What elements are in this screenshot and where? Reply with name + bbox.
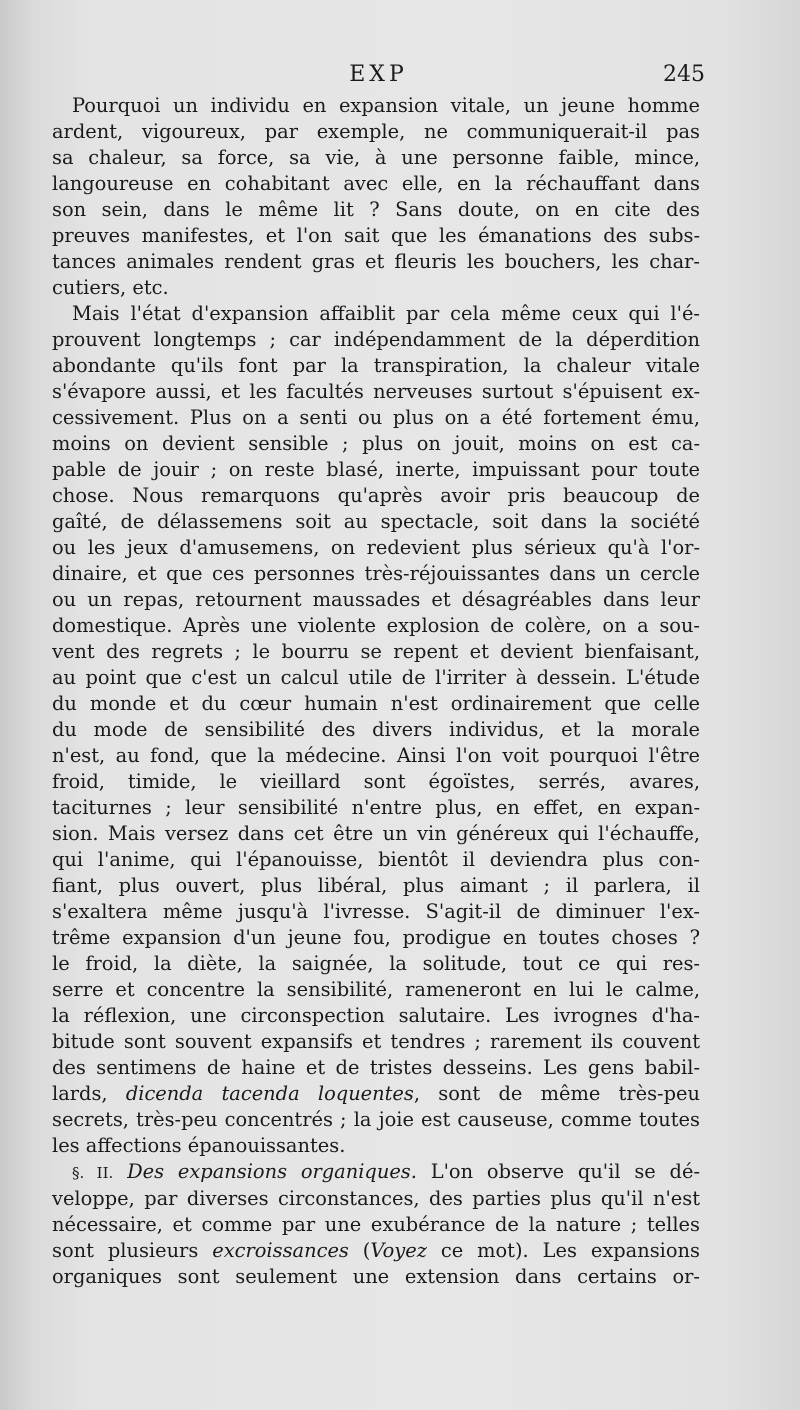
text-line: cessivement. Plus on a senti ou plus on a été fortement ému, xyxy=(52,406,700,429)
body-text xyxy=(52,93,700,1290)
text-fragment: , sont de même très-peu xyxy=(413,1082,700,1105)
text-line: secrets, très-peu concentrés ; la joie est causeuse, comme toutes xyxy=(52,1108,700,1131)
text-line: tances animales rendent gras et fleuris les bouchers, les char- xyxy=(52,250,700,273)
section-title: Des expansions organiques. xyxy=(127,1160,417,1183)
text-line: chose. Nous remarquons qu'après avoir pris beaucoup de xyxy=(52,484,700,507)
text-line: langoureuse en cohabitant avec elle, en la réchauffant dans xyxy=(52,172,700,195)
text-line: abondante qu'ils font par la transpiration, la chaleur vitale xyxy=(52,354,700,377)
section-number: §. II. xyxy=(72,1164,114,1182)
text-fragment: sont plusieurs xyxy=(52,1239,213,1262)
text-line: preuves manifestes, et l'on sait que les émanations des subs- xyxy=(52,224,700,247)
text-fragment: lards, xyxy=(52,1082,126,1105)
text-line: au point que c'est un calcul utile de l'irriter à dessein. L'étude xyxy=(52,666,700,689)
text-line: fiant, plus ouvert, plus libéral, plus aimant ; il parlera, il xyxy=(52,874,700,897)
text-line: ardent, vigoureux, par exemple, ne communiquerait-il pas xyxy=(52,120,700,143)
text-line: veloppe, par diverses circonstances, des parties plus qu'il n'est xyxy=(52,1187,700,1210)
text-line: organiques sont seulement une extension dans certains or- xyxy=(52,1265,700,1288)
paragraph-1 xyxy=(52,93,700,301)
text-line: ou un repas, retournent maussades et désagréables dans leur xyxy=(52,588,700,611)
text-line: dinaire, et que ces personnes très-réjouissantes dans un cercle xyxy=(52,562,700,585)
text-line: du monde et du cœur humain n'est ordinairement que celle xyxy=(52,692,700,715)
header-title: EXP xyxy=(349,62,408,87)
text-line: froid, timide, le vieillard sont égoïstes, serrés, avares, xyxy=(52,770,700,793)
text-line: du mode de sensibilité des divers individus, et la morale xyxy=(52,718,700,741)
text-line-with-reference xyxy=(52,1238,700,1264)
text-line: serre et concentre la sensibilité, rameneront en lui le calme, xyxy=(52,978,700,1001)
text-line: moins on devient sensible ; plus on jouit, moins on est ca- xyxy=(52,432,700,455)
text-line: sion. Mais versez dans cet être un vin généreux qui l'échauffe, xyxy=(52,822,700,845)
text-fragment: ( xyxy=(348,1239,371,1262)
text-line: gaîté, de délassemens soit au spectacle, soit dans la société xyxy=(52,510,700,533)
text-line: Pourquoi un individu en expansion vitale, un jeune homme xyxy=(72,94,700,117)
text-line: les affections épanouissantes. xyxy=(52,1134,346,1157)
text-fragment: L'on observe qu'il se dé- xyxy=(416,1160,701,1183)
text-line: sa chaleur, sa force, sa vie, à une personne faible, mince, xyxy=(52,146,700,169)
text-line: vent des regrets ; le bourru se repent et devient bienfaisant, xyxy=(52,640,700,663)
text-line: Mais l'état d'expansion affaiblit par cela même ceux qui l'é- xyxy=(72,302,700,325)
text-line: trême expansion d'un jeune fou, prodigue en toutes choses ? xyxy=(52,926,700,949)
text-line: pable de jouir ; on reste blasé, inerte, impuissant pour toute xyxy=(52,458,700,481)
text-line: qui l'anime, qui l'épanouisse, bientôt il deviendra plus con- xyxy=(52,848,700,871)
text-line: des sentimens de haine et de tristes desseins. Les gens babil- xyxy=(52,1056,700,1079)
text-line: prouvent longtemps ; car indépendamment de la déperdition xyxy=(52,328,700,351)
text-line: nécessaire, et comme par une exubérance de la nature ; telles xyxy=(52,1213,700,1236)
text-line: ou les jeux d'amusemens, on redevient plus sérieux qu'à l'or- xyxy=(52,536,700,559)
voyez-reference: Voyez xyxy=(370,1239,427,1262)
running-header xyxy=(52,62,705,92)
text-line-with-quote xyxy=(52,1081,700,1107)
text-fragment: ce mot). Les expansions xyxy=(426,1239,700,1262)
section-heading-line xyxy=(52,1159,700,1186)
text-line: la réflexion, une circonspection salutaire. Les ivrognes d'ha- xyxy=(52,1004,700,1027)
paragraph-2 xyxy=(52,301,700,1159)
text-line: domestique. Après une violente explosion de colère, on a sou- xyxy=(52,614,700,637)
page-number: 245 xyxy=(663,62,705,87)
text-line: cutiers, etc. xyxy=(52,276,169,299)
text-line: s'évapore aussi, et les facultés nerveuses surtout s'épuisent ex- xyxy=(52,380,700,403)
text-line: son sein, dans le même lit ? Sans doute, on en cite des xyxy=(52,198,700,221)
text-line: taciturnes ; leur sensibilité n'entre plus, en effet, en expan- xyxy=(52,796,700,819)
latin-quote: dicenda tacenda loquentes xyxy=(125,1082,414,1105)
text-line: n'est, au fond, que la médecine. Ainsi l'on voit pourquoi l'être xyxy=(52,744,700,767)
text-line: s'exaltera même jusqu'à l'ivresse. S'agit-il de diminuer l'ex- xyxy=(52,900,700,923)
paragraph-3 xyxy=(52,1159,700,1290)
excroissances-term: excroissances xyxy=(212,1239,349,1262)
text-line: bitude sont souvent expansifs et tendres ; rarement ils couvent xyxy=(52,1030,700,1053)
text-line: le froid, la diète, la saignée, la solitude, tout ce qui res- xyxy=(52,952,700,975)
